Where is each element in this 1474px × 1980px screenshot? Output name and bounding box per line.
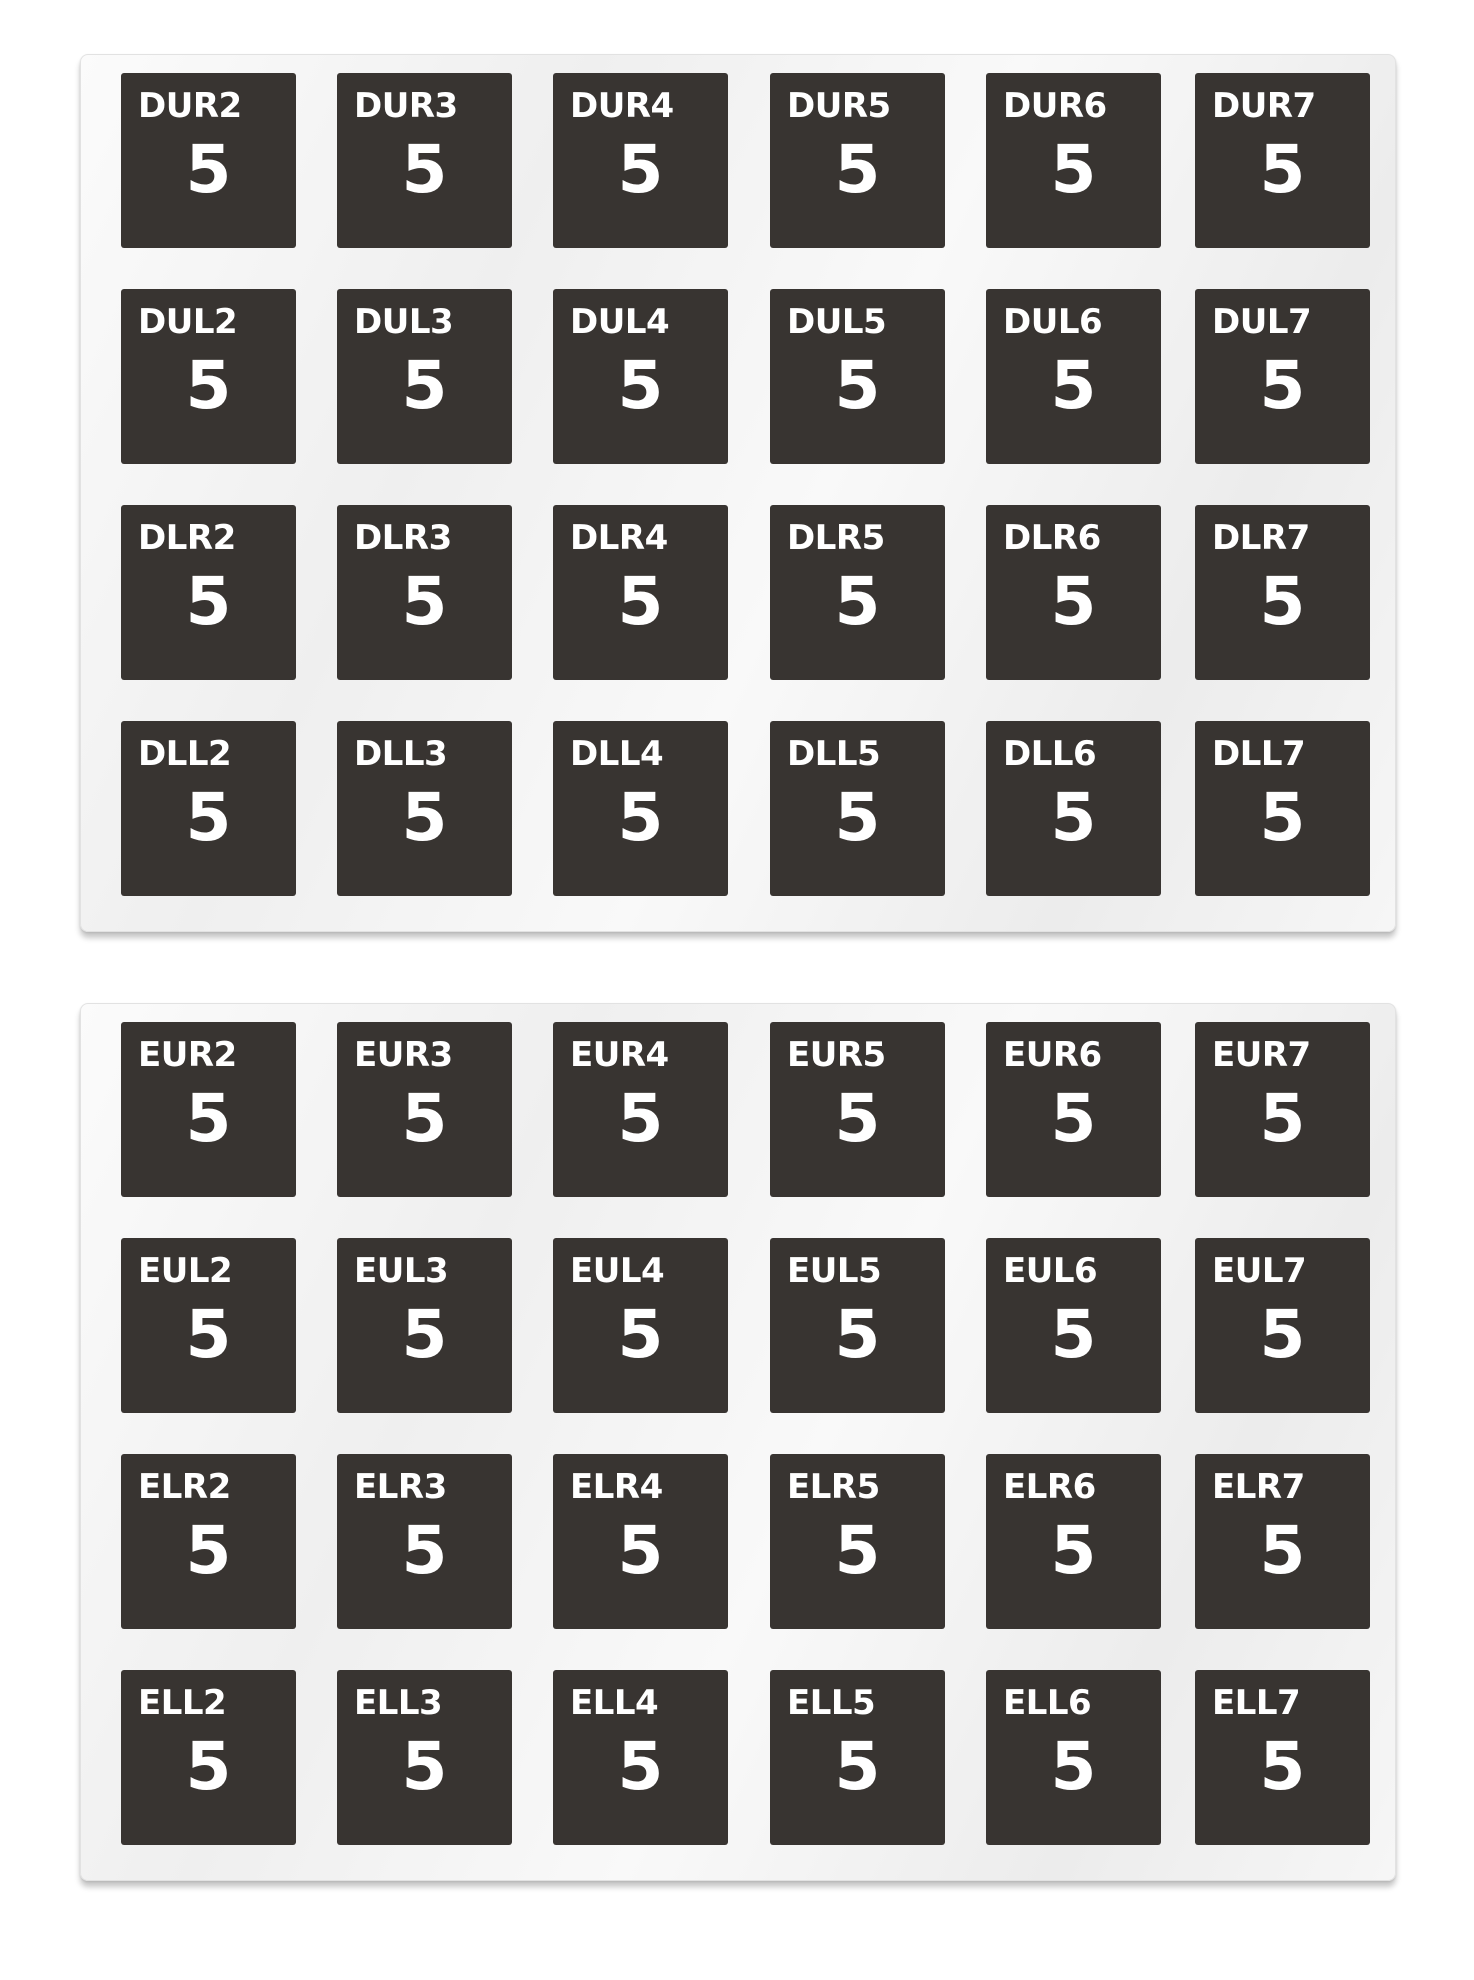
cell-value: 5 (401, 347, 448, 424)
cell-label: EUR7 (1212, 1035, 1311, 1075)
grid-cell-ell5[interactable] (770, 1670, 945, 1845)
grid-cell-dul3[interactable] (337, 289, 512, 464)
cell-label: DLR4 (570, 518, 668, 558)
grid-cell-elr6[interactable] (986, 1454, 1161, 1629)
cell-value: 5 (401, 1728, 448, 1805)
cell-label: DUL5 (787, 302, 887, 342)
cell-label: EUR5 (787, 1035, 886, 1075)
grid-cell-dlr6[interactable] (986, 505, 1161, 680)
cell-value: 5 (1050, 1512, 1097, 1589)
grid-cell-dlr5[interactable] (770, 505, 945, 680)
cell-label: ELL7 (1212, 1683, 1301, 1723)
cell-label: ELL4 (570, 1683, 659, 1723)
grid-cell-dul7[interactable] (1195, 289, 1370, 464)
cell-label: DLL3 (354, 734, 448, 774)
cell-value: 5 (617, 131, 664, 208)
grid-cell-dlr3[interactable] (337, 505, 512, 680)
cell-value: 5 (617, 563, 664, 640)
cell-label: EUL3 (354, 1251, 449, 1291)
cell-value: 5 (185, 131, 232, 208)
cell-value: 5 (185, 563, 232, 640)
grid-cell-ell3[interactable] (337, 1670, 512, 1845)
cell-value: 5 (1259, 347, 1306, 424)
cell-value: 5 (185, 1512, 232, 1589)
cell-label: ELL3 (354, 1683, 443, 1723)
grid-cell-eur3[interactable] (337, 1022, 512, 1197)
cell-label: EUR2 (138, 1035, 237, 1075)
grid-cell-dll4[interactable] (553, 721, 728, 896)
cell-value: 5 (401, 1080, 448, 1157)
cell-label: ELR4 (570, 1467, 663, 1507)
grid-cell-dlr7[interactable] (1195, 505, 1370, 680)
cell-value: 5 (401, 1512, 448, 1589)
grid-cell-eur6[interactable] (986, 1022, 1161, 1197)
cell-label: EUR6 (1003, 1035, 1102, 1075)
grid-cell-elr7[interactable] (1195, 1454, 1370, 1629)
cell-label: ELL5 (787, 1683, 876, 1723)
cell-value: 5 (1050, 1296, 1097, 1373)
grid-cell-ell6[interactable] (986, 1670, 1161, 1845)
panel-d-grid (80, 54, 1396, 932)
cell-label: DUL7 (1212, 302, 1312, 342)
grid-cell-eul2[interactable] (121, 1238, 296, 1413)
cell-value: 5 (401, 1296, 448, 1373)
cell-label: DLR5 (787, 518, 885, 558)
cell-label: DLL4 (570, 734, 664, 774)
cell-value: 5 (834, 1512, 881, 1589)
cell-label: DLR2 (138, 518, 236, 558)
cell-value: 5 (617, 1080, 664, 1157)
cell-value: 5 (1259, 779, 1306, 856)
cell-value: 5 (1050, 563, 1097, 640)
cell-label: ELR3 (354, 1467, 447, 1507)
cell-label: DLL7 (1212, 734, 1306, 774)
cell-label: DUR2 (138, 86, 242, 126)
cell-value: 5 (185, 347, 232, 424)
cell-value: 5 (1050, 1080, 1097, 1157)
cell-value: 5 (185, 1728, 232, 1805)
cell-value: 5 (834, 1296, 881, 1373)
cell-value: 5 (185, 779, 232, 856)
cell-value: 5 (401, 779, 448, 856)
grid-cell-dul2[interactable] (121, 289, 296, 464)
grid-cell-dll6[interactable] (986, 721, 1161, 896)
cell-value: 5 (1259, 1080, 1306, 1157)
grid-cell-eur7[interactable] (1195, 1022, 1370, 1197)
cell-label: ELL6 (1003, 1683, 1092, 1723)
cell-label: ELR7 (1212, 1467, 1305, 1507)
cell-label: DUR7 (1212, 86, 1316, 126)
cell-value: 5 (617, 1296, 664, 1373)
grid-cell-dlr2[interactable] (121, 505, 296, 680)
cell-label: DUL6 (1003, 302, 1103, 342)
grid-cell-dur3[interactable] (337, 73, 512, 248)
grid-cell-dur5[interactable] (770, 73, 945, 248)
grid-cell-dul5[interactable] (770, 289, 945, 464)
grid-cell-dur6[interactable] (986, 73, 1161, 248)
grid-cell-elr4[interactable] (553, 1454, 728, 1629)
cell-label: DLL5 (787, 734, 881, 774)
grid-cell-ell2[interactable] (121, 1670, 296, 1845)
cell-value: 5 (617, 1728, 664, 1805)
cell-label: DUR5 (787, 86, 891, 126)
cell-label: DUL3 (354, 302, 454, 342)
cell-value: 5 (401, 563, 448, 640)
grid-cell-eur2[interactable] (121, 1022, 296, 1197)
cell-label: EUL5 (787, 1251, 882, 1291)
cell-value: 5 (1050, 347, 1097, 424)
cell-label: ELR2 (138, 1467, 231, 1507)
grid-cell-dll2[interactable] (121, 721, 296, 896)
grid-cell-eul4[interactable] (553, 1238, 728, 1413)
cell-value: 5 (185, 1080, 232, 1157)
cell-label: ELL2 (138, 1683, 227, 1723)
cell-label: DUR3 (354, 86, 458, 126)
cell-value: 5 (834, 1728, 881, 1805)
grid-cell-elr2[interactable] (121, 1454, 296, 1629)
grid-cell-dur7[interactable] (1195, 73, 1370, 248)
grid-cell-dll5[interactable] (770, 721, 945, 896)
cell-label: EUL6 (1003, 1251, 1098, 1291)
cell-label: EUR4 (570, 1035, 669, 1075)
cell-value: 5 (1050, 131, 1097, 208)
cell-label: DLR6 (1003, 518, 1101, 558)
cell-label: EUL7 (1212, 1251, 1307, 1291)
cell-value: 5 (617, 1512, 664, 1589)
cell-value: 5 (185, 1296, 232, 1373)
cell-label: ELR6 (1003, 1467, 1096, 1507)
cell-value: 5 (834, 347, 881, 424)
grid-cell-dul6[interactable] (986, 289, 1161, 464)
cell-value: 5 (1050, 1728, 1097, 1805)
cell-label: DUL2 (138, 302, 238, 342)
grid-cell-eur4[interactable] (553, 1022, 728, 1197)
cell-label: DUR6 (1003, 86, 1107, 126)
grid-cell-ell4[interactable] (553, 1670, 728, 1845)
cell-value: 5 (617, 779, 664, 856)
grid-cell-dul4[interactable] (553, 289, 728, 464)
grid-cell-elr5[interactable] (770, 1454, 945, 1629)
cell-value: 5 (1050, 779, 1097, 856)
cell-label: DLL2 (138, 734, 232, 774)
grid-cell-eul7[interactable] (1195, 1238, 1370, 1413)
grid-cell-eul6[interactable] (986, 1238, 1161, 1413)
cell-label: EUR3 (354, 1035, 453, 1075)
cell-label: DLR7 (1212, 518, 1310, 558)
grid-cell-eul3[interactable] (337, 1238, 512, 1413)
cell-value: 5 (1259, 131, 1306, 208)
cell-value: 5 (834, 563, 881, 640)
grid-cell-dur2[interactable] (121, 73, 296, 248)
grid-cell-elr3[interactable] (337, 1454, 512, 1629)
grid-cell-dur4[interactable] (553, 73, 728, 248)
cell-value: 5 (1259, 1512, 1306, 1589)
cell-label: ELR5 (787, 1467, 880, 1507)
grid-cell-dll3[interactable] (337, 721, 512, 896)
cell-value: 5 (1259, 563, 1306, 640)
grid-cell-dlr4[interactable] (553, 505, 728, 680)
cell-value: 5 (1259, 1296, 1306, 1373)
cell-value: 5 (834, 779, 881, 856)
cell-value: 5 (834, 131, 881, 208)
cell-label: DLL6 (1003, 734, 1097, 774)
cell-value: 5 (617, 347, 664, 424)
cell-label: DUR4 (570, 86, 674, 126)
cell-value: 5 (834, 1080, 881, 1157)
panel-e-grid (80, 1003, 1396, 1881)
cell-label: EUL2 (138, 1251, 233, 1291)
cell-label: DUL4 (570, 302, 670, 342)
cell-label: EUL4 (570, 1251, 665, 1291)
cell-label: DLR3 (354, 518, 452, 558)
cell-value: 5 (1259, 1728, 1306, 1805)
grid-cell-eul5[interactable] (770, 1238, 945, 1413)
grid-cell-dll7[interactable] (1195, 721, 1370, 896)
grid-cell-ell7[interactable] (1195, 1670, 1370, 1845)
cell-value: 5 (401, 131, 448, 208)
grid-cell-eur5[interactable] (770, 1022, 945, 1197)
